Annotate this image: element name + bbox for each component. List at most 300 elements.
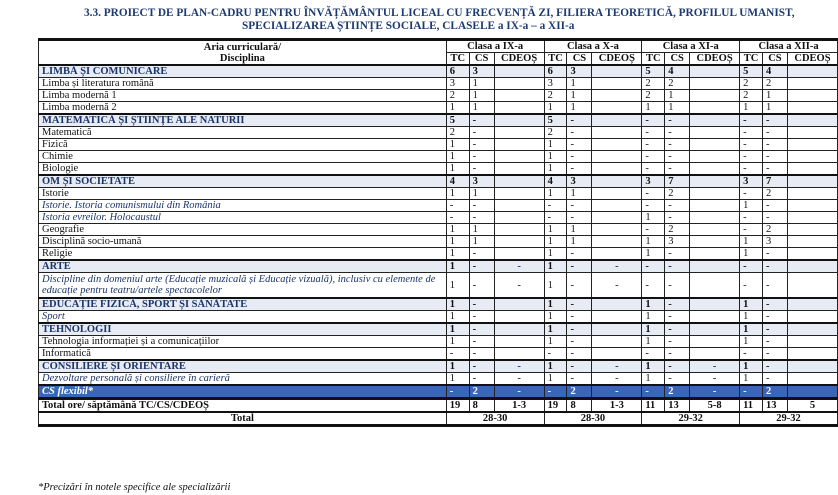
tc-cell: 1 [642,323,665,336]
cs-cell: - [469,273,494,299]
tc-cell: 1 [740,248,763,261]
cdeos-cell [494,248,544,261]
cs-cell: - [762,248,787,261]
cdeos-cell [787,298,837,311]
tc-cell: 1 [446,102,469,115]
cdeos-cell [690,323,740,336]
cdeos-cell: 1-3 [592,399,642,413]
cdeos-cell [690,311,740,324]
cs-cell: 3 [567,65,592,78]
table-row [39,151,838,163]
table-row [39,399,838,413]
cs-cell: - [762,200,787,212]
tc-cell: - [544,348,567,361]
cdeos-cell: - [494,273,544,299]
cdeos-cell [592,224,642,236]
tc-cell: - [740,127,763,139]
cs-cell: 7 [762,175,787,188]
cs-cell: 1 [469,78,494,90]
tc-cell: - [740,163,763,176]
cdeos-cell [690,114,740,127]
tc-cell: 5 [642,65,665,78]
cs-cell: 1 [762,90,787,102]
cs-cell: - [567,323,592,336]
table-row [39,188,838,200]
section-row [39,65,838,78]
tc-cell: 1 [446,163,469,176]
cs-cell: - [469,200,494,212]
tc-cell: 1 [544,188,567,200]
header-cdeos: CDEOȘ [494,53,544,66]
section-row [39,298,838,311]
section-row [39,175,838,188]
cs-cell: - [762,163,787,176]
cdeos-cell [690,102,740,115]
tc-cell: - [544,212,567,224]
cdeos-cell: 5 [787,399,837,413]
tc-cell: - [740,273,763,299]
discipline-label: Istorie [39,188,447,200]
cdeos-cell [787,311,837,324]
cdeos-cell [787,200,837,212]
cdeos-cell [690,78,740,90]
cdeos-cell: - [494,360,544,373]
cs-cell: 4 [665,65,690,78]
discipline-label: Geografie [39,224,447,236]
cs-cell: - [469,360,494,373]
cs-cell: 1 [469,224,494,236]
section-label: CONSILIERE ȘI ORIENTARE [39,360,447,373]
cs-cell: 2 [567,385,592,399]
cs-cell: - [469,127,494,139]
cs-cell: 3 [665,236,690,248]
tc-cell: 6 [446,65,469,78]
cdeos-cell [592,90,642,102]
tc-cell: 1 [446,273,469,299]
cs-cell: 1 [469,188,494,200]
cs-cell: - [762,260,787,273]
table-row [39,373,838,386]
tc-cell: 6 [544,65,567,78]
cdeos-cell: - [494,260,544,273]
cs-cell: - [762,336,787,348]
cdeos-cell [494,163,544,176]
cdeos-cell [690,188,740,200]
discipline-label: Informatică [39,348,447,361]
cdeos-cell [592,175,642,188]
tc-cell: 1 [642,360,665,373]
discipline-label: CS flexibil* [39,385,447,399]
cdeos-cell [592,248,642,261]
footnote: *Precizări în notele specifice ale specializării [38,482,231,493]
cdeos-cell: - [592,360,642,373]
curriculum-table-wrapper [38,38,838,427]
cdeos-cell: - [494,373,544,386]
cs-cell: - [567,114,592,127]
tc-cell: 1 [642,248,665,261]
tc-cell: - [544,385,567,399]
tc-cell: - [740,224,763,236]
cs-cell: - [469,260,494,273]
cs-cell: - [665,248,690,261]
table-row [39,139,838,151]
tc-cell: 1 [544,323,567,336]
discipline-label: Discipline din domeniul arte (Educație muzicală și Educație vizuală), inclusiv cu elemente de educație pentru teatru/artele spectacolelor [39,273,447,299]
cs-cell: 2 [469,385,494,399]
tc-cell: 1 [740,298,763,311]
tc-cell: 1 [544,360,567,373]
tc-cell: - [446,212,469,224]
discipline-label: Fizică [39,139,447,151]
cs-cell: - [469,298,494,311]
cs-cell: - [469,139,494,151]
cdeos-cell: - [592,373,642,386]
tc-cell: 1 [740,200,763,212]
cs-cell: 2 [762,224,787,236]
header-tc: TC [642,53,665,66]
tc-cell: 1 [642,212,665,224]
tc-cell: 1 [740,311,763,324]
cdeos-cell [787,273,837,299]
cs-cell: - [665,127,690,139]
cs-cell: 1 [665,102,690,115]
tc-cell: - [642,188,665,200]
cdeos-cell [787,151,837,163]
cdeos-cell: - [592,385,642,399]
section-label: TEHNOLOGII [39,323,447,336]
cs-cell: - [762,298,787,311]
table-row [39,102,838,115]
cdeos-cell [592,336,642,348]
tc-cell: - [740,139,763,151]
cs-cell: 8 [567,399,592,413]
header-class-xi: Clasa a XI-a [642,40,740,53]
cs-cell: - [567,336,592,348]
cs-cell: - [567,200,592,212]
header-cdeos: CDEOȘ [592,53,642,66]
tc-cell: 2 [446,90,469,102]
tc-cell: - [642,114,665,127]
section-label: ARTE [39,260,447,273]
tc-cell: 1 [544,298,567,311]
cdeos-cell [787,248,837,261]
tc-cell: - [740,151,763,163]
header-cdeos: CDEOȘ [787,53,837,66]
tc-cell: - [642,163,665,176]
cdeos-cell [690,200,740,212]
cs-cell: - [469,151,494,163]
cs-cell: 2 [665,224,690,236]
tc-cell: 1 [740,323,763,336]
cs-cell: 13 [665,399,690,413]
cdeos-cell [592,127,642,139]
table-row [39,200,838,212]
cdeos-cell [592,188,642,200]
cs-cell: - [567,163,592,176]
tc-cell: - [642,127,665,139]
cs-cell: 2 [762,78,787,90]
cdeos-cell: - [494,385,544,399]
section-row [39,114,838,127]
header-class-xii: Clasa a XII-a [740,40,838,53]
tc-cell: 2 [544,127,567,139]
table-row [39,127,838,139]
tc-cell: 1 [642,236,665,248]
cdeos-cell [787,336,837,348]
cs-cell: - [469,248,494,261]
tc-cell: - [642,139,665,151]
cs-cell: 3 [469,175,494,188]
cs-cell: 2 [665,188,690,200]
cs-cell: - [665,336,690,348]
tc-cell: - [740,260,763,273]
cs-cell: - [762,311,787,324]
table-row [39,236,838,248]
cdeos-cell [494,323,544,336]
tc-cell: 3 [544,78,567,90]
tc-cell: 3 [642,175,665,188]
cs-cell: 4 [762,65,787,78]
tc-cell: 1 [544,248,567,261]
header-class-x: Clasa a X-a [544,40,642,53]
tc-cell: 2 [642,90,665,102]
cdeos-cell [787,373,837,386]
tc-cell: 4 [446,175,469,188]
cdeos-cell [592,65,642,78]
cs-cell: - [762,323,787,336]
cdeos-cell [494,139,544,151]
cs-cell: - [567,127,592,139]
cdeos-cell [592,151,642,163]
cdeos-cell [787,127,837,139]
cs-cell: - [762,151,787,163]
discipline-label: Istorie. Istoria comunismului din România [39,200,447,212]
header-row-classes [39,40,838,53]
tc-cell: - [642,385,665,399]
tc-cell: 5 [446,114,469,127]
cs-cell: 1 [567,236,592,248]
cdeos-cell [690,163,740,176]
cs-cell: - [762,348,787,361]
cdeos-cell [592,236,642,248]
cs-cell: - [762,360,787,373]
cdeos-cell [690,212,740,224]
cs-cell: - [665,200,690,212]
cdeos-cell [787,114,837,127]
cs-cell: 13 [762,399,787,413]
cs-cell: - [762,273,787,299]
tc-cell: 1 [446,360,469,373]
tc-cell: 1 [446,139,469,151]
cdeos-cell [494,78,544,90]
discipline-label: Chimie [39,151,447,163]
cdeos-cell: 1-3 [494,399,544,413]
tc-cell: 1 [544,373,567,386]
header-area-line1: Aria curriculară/ [203,41,282,53]
tc-cell: - [642,224,665,236]
cs-cell: - [665,360,690,373]
cs-cell: - [762,373,787,386]
tc-cell: 1 [544,260,567,273]
cdeos-cell [787,236,837,248]
discipline-label: Limba modernă 1 [39,90,447,102]
total-label: Total [39,412,447,426]
discipline-label: Total ore/ săptămână TC/CS/CDEOȘ [39,399,447,413]
cdeos-cell [787,385,837,399]
cdeos-cell [787,65,837,78]
cs-cell: 3 [762,236,787,248]
cs-cell: - [665,260,690,273]
cs-cell: - [762,114,787,127]
cs-cell: - [469,348,494,361]
tc-cell: 1 [544,151,567,163]
cdeos-cell [494,311,544,324]
table-row [39,311,838,324]
cdeos-cell [592,311,642,324]
cs-cell: - [469,114,494,127]
title-line-1: 3.3. PROIECT DE PLAN-CADRU PENTRU ÎNVĂȚĂMÂNTUL LICEAL CU FRECVENȚĂ ZI, FILIERA TEORETICĂ, PROFILUL UMANIST, [84,7,795,19]
header-tc: TC [544,53,567,66]
cdeos-cell [494,224,544,236]
cs-cell: - [762,139,787,151]
table-row [39,224,838,236]
section-row [39,360,838,373]
cs-cell: - [762,212,787,224]
table-row [39,90,838,102]
discipline-label: Tehnologia informației și a comunicațiilor [39,336,447,348]
tc-cell: 1 [446,323,469,336]
tc-cell: 1 [446,298,469,311]
cdeos-cell [494,200,544,212]
cdeos-cell [787,163,837,176]
cdeos-cell [787,102,837,115]
cdeos-cell [494,114,544,127]
discipline-label: Limba modernă 2 [39,102,447,115]
table-row [39,78,838,90]
cdeos-cell [690,236,740,248]
total-row [39,412,838,426]
cdeos-cell [494,212,544,224]
cdeos-cell [494,127,544,139]
total-class-x: 28-30 [544,412,642,426]
cs-cell: 2 [665,78,690,90]
tc-cell: - [642,260,665,273]
cs-cell: - [762,127,787,139]
tc-cell: 1 [740,236,763,248]
cdeos-cell [690,298,740,311]
cdeos-cell [690,273,740,299]
tc-cell: 5 [544,114,567,127]
tc-cell: - [446,348,469,361]
section-label: EDUCAȚIE FIZICĂ, SPORT ȘI SĂNĂTATE [39,298,447,311]
cs-cell: - [665,348,690,361]
tc-cell: - [642,200,665,212]
header-tc: TC [740,53,763,66]
tc-cell: 1 [544,224,567,236]
cs-cell: - [469,373,494,386]
cdeos-cell [690,248,740,261]
section-row [39,323,838,336]
tc-cell: - [740,188,763,200]
section-label: LIMBĂ ȘI COMUNICARE [39,65,447,78]
tc-cell: 1 [642,373,665,386]
discipline-label: Dezvoltare personală și consiliere în carieră [39,373,447,386]
tc-cell: 1 [446,248,469,261]
tc-cell: 1 [446,336,469,348]
tc-cell: 1 [642,336,665,348]
cs-cell: 2 [762,188,787,200]
tc-cell: 1 [740,102,763,115]
tc-cell: 1 [740,336,763,348]
cdeos-cell [690,139,740,151]
tc-cell: 1 [642,311,665,324]
cs-cell: 8 [469,399,494,413]
cs-cell: - [469,323,494,336]
cdeos-cell [787,260,837,273]
header-cs: CS [469,53,494,66]
cdeos-cell [592,78,642,90]
cdeos-cell [787,224,837,236]
cdeos-cell [494,298,544,311]
tc-cell: 1 [446,151,469,163]
tc-cell: 5 [740,65,763,78]
tc-cell: - [642,348,665,361]
tc-cell: 1 [544,336,567,348]
tc-cell: 1 [446,224,469,236]
tc-cell: 4 [544,175,567,188]
cdeos-cell [592,114,642,127]
cdeos-cell [494,236,544,248]
cdeos-cell [592,200,642,212]
cs-cell: - [665,114,690,127]
discipline-label: Limba și literatura română [39,78,447,90]
cs-cell: - [567,311,592,324]
table-row [39,348,838,361]
tc-cell: 1 [544,139,567,151]
cdeos-cell [787,78,837,90]
cdeos-cell [787,188,837,200]
cs-cell: - [665,298,690,311]
tc-cell: - [740,385,763,399]
cs-cell: - [567,298,592,311]
title-line-2: SPECIALIZAREA ȘTIINȚE SOCIALE, CLASELE a IX-a – a XII-a [242,20,575,32]
tc-cell: 3 [446,78,469,90]
header-area-line2: Disciplina [219,52,265,64]
discipline-label: Matematică [39,127,447,139]
cdeos-cell [690,336,740,348]
discipline-label: Disciplină socio-umană [39,236,447,248]
cdeos-cell [787,348,837,361]
section-label: MATEMATICĂ ȘI ȘTIINȚE ALE NATURII [39,114,447,127]
discipline-label: Religie [39,248,447,261]
cs-cell: - [665,311,690,324]
cdeos-cell [592,102,642,115]
cdeos-cell [494,102,544,115]
cdeos-cell [787,212,837,224]
cdeos-cell [494,348,544,361]
cs-cell: - [665,163,690,176]
header-cs: CS [567,53,592,66]
cs-cell: - [567,373,592,386]
tc-cell: 1 [544,311,567,324]
cs-cell: - [469,163,494,176]
tc-cell: 2 [544,90,567,102]
tc-cell: 2 [446,127,469,139]
header-cdeos: CDEOȘ [690,53,740,66]
discipline-label: Biologie [39,163,447,176]
cdeos-cell [787,360,837,373]
cdeos-cell [690,260,740,273]
